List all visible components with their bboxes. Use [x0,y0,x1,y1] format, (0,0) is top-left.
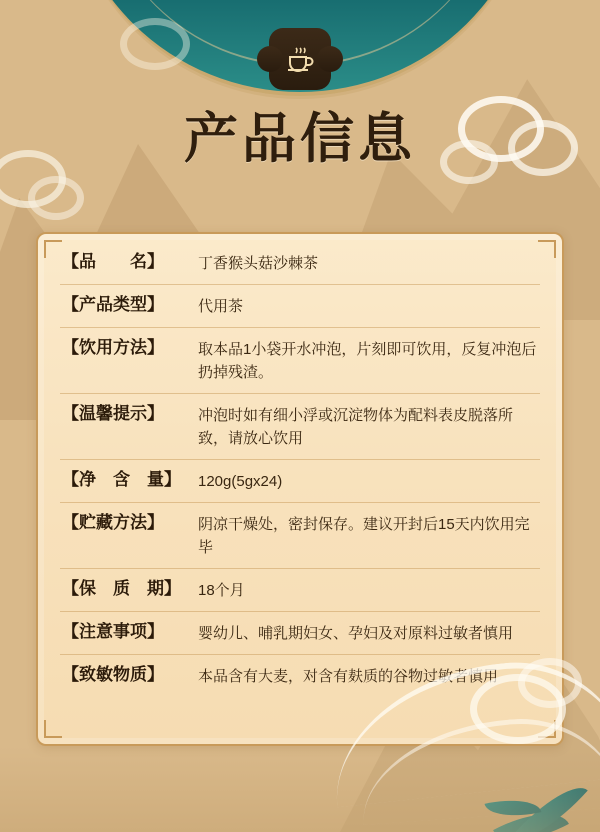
card-corner-icon [44,720,62,738]
spec-value: 取本品1小袋开水冲泡，片刻即可饮用，反复冲泡后扔掉残渣。 [198,341,537,381]
spec-label: 【饮用方法】 [62,338,164,357]
spec-row [60,612,540,655]
card-corner-icon [44,240,62,258]
page-title-wrap [0,96,600,173]
spec-value: 冲泡时如有细小浮或沉淀物体为配料表皮脱落所致，请放心饮用 [198,407,514,447]
spec-label: 【温馨提示】 [62,404,164,423]
cloud-icon [28,176,84,220]
spec-row [60,394,540,460]
spec-label: 【致敏物质】 [62,665,164,684]
cloud-icon [120,18,190,70]
spec-label: 【保 质 期】 [62,579,181,598]
spec-value: 丁香猴头菇沙棘茶 [198,255,319,272]
cloud-icon [518,658,582,708]
spec-label: 【产品类型】 [62,295,164,314]
spec-label: 【贮藏方法】 [62,513,164,532]
spec-row [60,460,540,503]
spec-value: 婴幼儿、哺乳期妇女、孕妇及对原料过敏者慎用 [198,625,514,642]
spec-row [60,503,540,569]
spec-label: 【注意事项】 [62,622,164,641]
card-corner-icon [538,240,556,258]
spec-label: 【品 名】 [62,252,164,271]
spec-row [60,328,540,394]
spec-label: 【净 含 量】 [62,470,181,489]
teacup-icon [269,28,331,90]
spec-row [60,569,540,612]
spec-row [60,242,540,285]
page-title: 产品信息 [184,109,416,169]
spec-value: 代用茶 [198,298,244,315]
spec-value: 阴凉干燥处，密封保存。建议开封后15天内饮用完毕 [198,516,530,556]
spec-value: 18个月 [198,582,245,599]
spec-value: 本品含有大麦，对含有麸质的谷物过敏者慎用 [198,668,499,685]
spec-row [60,285,540,328]
spec-value: 120g(5gx24) [198,473,283,490]
